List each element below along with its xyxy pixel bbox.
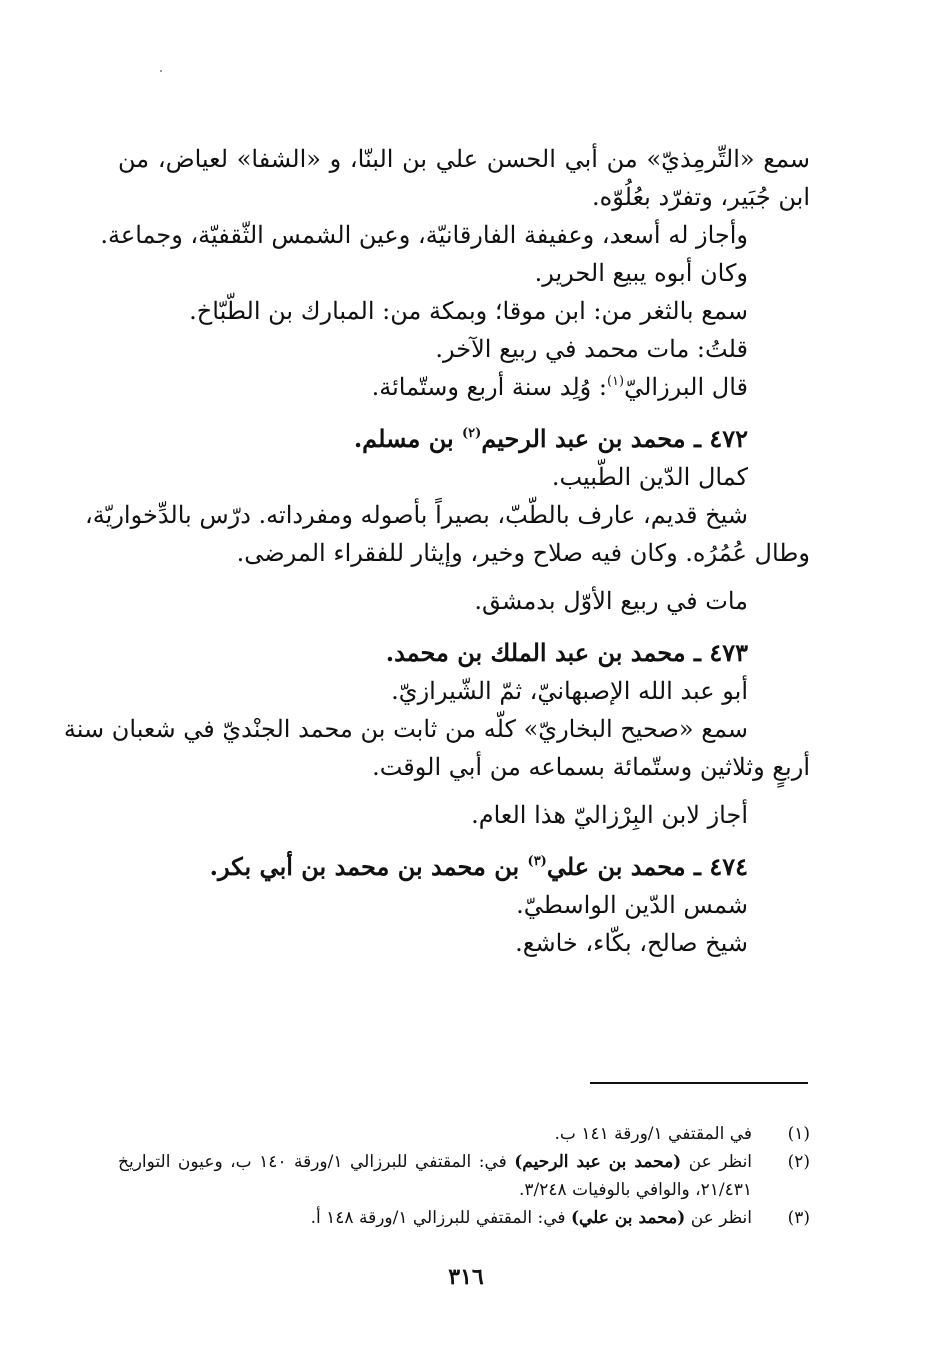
text-line: أجاز لابن البِرْزاليّ هذا العام. — [471, 801, 748, 829]
entry-heading-text: ٤٧٤ ـ محمد بن علي — [546, 852, 748, 881]
footnote-line: ٢١/٤٣١، والوافي بالوفيات ٣/٢٤٨. — [519, 1180, 752, 1200]
footnote-bold-text: (محمد بن علي) — [570, 1208, 686, 1228]
entry-heading-473: ٤٧٣ ـ محمد بن عبد الملك بن محمد. — [385, 638, 748, 667]
text-line: سمع «التِّرمِذيّ» من أبي الحسن علي بن البنّا، و «الشفا» لعياض، من — [118, 145, 810, 173]
footnote-number: (٢) — [787, 1152, 810, 1172]
entry-heading-text: بن مسلم. — [353, 424, 463, 453]
text-line — [118, 368, 810, 406]
footnote-body — [118, 1148, 752, 1204]
footnote-text: في: المقتفي للبرزالي ١/ورقة ١٤٨ أ. — [310, 1208, 571, 1228]
footnote-number: (١) — [787, 1124, 810, 1144]
footnote-bold-text: (محمد بن عبد الرحيم) — [514, 1152, 682, 1172]
text-line: شمس الدّين الواسطيّ. — [516, 891, 748, 919]
footnote-ref: (٣) — [527, 854, 547, 869]
footnote-body — [118, 1204, 752, 1232]
text-span: قال البرزاليّ — [624, 373, 748, 401]
footnotes — [118, 1120, 810, 1232]
text-line: وكان أبوه يبيع الحرير. — [534, 259, 748, 287]
text-line: وطال عُمُرُه. وكان فيه صلاح وخير، وإيثار للفقراء المرضى. — [236, 539, 810, 567]
text-line: شيخ صالح، بكّاء، خاشع. — [515, 929, 748, 957]
text-line: مات في ربيع الأوّل بدمشق. — [474, 587, 748, 615]
footnote-ref: (١) — [606, 374, 625, 389]
text-line: شيخ قديم، عارف بالطّبّ، بصيراً بأصوله ومفرداته. درّس بالدِّخواريّة، — [85, 501, 748, 529]
footnote-number: (٣) — [787, 1208, 810, 1228]
footnote-ref: (٢) — [462, 426, 482, 441]
text-line: وأجاز له أسعد، وعفيفة الفارقانيّة، وعين الشمس الثّقفيّة، وجماعة. — [100, 221, 748, 249]
entry-heading-text: بن محمد بن محمد بن أبي بكر. — [209, 852, 528, 881]
text-line: قلتُ: مات محمد في ربيع الآخر. — [435, 335, 748, 363]
footnote-line — [118, 1148, 752, 1176]
text-span: : وُلِد سنة أربع وستّمائة. — [371, 373, 607, 401]
footnote-line — [118, 1204, 752, 1232]
entry-heading-474 — [118, 848, 810, 886]
text-line: ابن جُبَير، وتفرّد بعُلُوّه. — [592, 183, 810, 211]
text-line: أبو عبد الله الإصبهانيّ، ثمّ الشّيرازيّ. — [391, 677, 748, 705]
text-line: كمال الدّين الطّبيب. — [551, 463, 748, 491]
entry-heading-472 — [118, 420, 810, 458]
page-number: ٣١٦ — [448, 1264, 484, 1290]
footnote — [118, 1120, 810, 1148]
scan-speck — [160, 70, 162, 72]
text-line: أربعٍ وثلاثين وستّمائة بسماعه من أبي الوقت. — [372, 753, 810, 781]
entry-heading-text: ٤٧٢ ـ محمد بن عبد الرحيم — [481, 424, 748, 453]
footnote-text: في: المقتفي للبرزالي ١/ورقة ١٤٠ ب، وعيون التواريخ — [118, 1152, 515, 1172]
footnote — [118, 1148, 810, 1204]
text-line: سمع بالثغر من: ابن موقا؛ وبمكة من: المبارك بن الطّبّاخ. — [189, 297, 748, 325]
footnote-line: في المقتفي ١/ورقة ١٤١ ب. — [554, 1124, 752, 1144]
text-line: سمع «صحيح البخاريّ» كلّه من ثابت بن محمد الجنْديّ في شعبان سنة — [63, 715, 748, 743]
footnote-separator — [590, 1082, 808, 1084]
main-text — [63, 140, 810, 962]
footnote-text: انظر عن — [685, 1208, 752, 1228]
footnote-body — [118, 1120, 752, 1148]
footnote-text: انظر عن — [681, 1152, 753, 1172]
footnote — [118, 1204, 810, 1232]
